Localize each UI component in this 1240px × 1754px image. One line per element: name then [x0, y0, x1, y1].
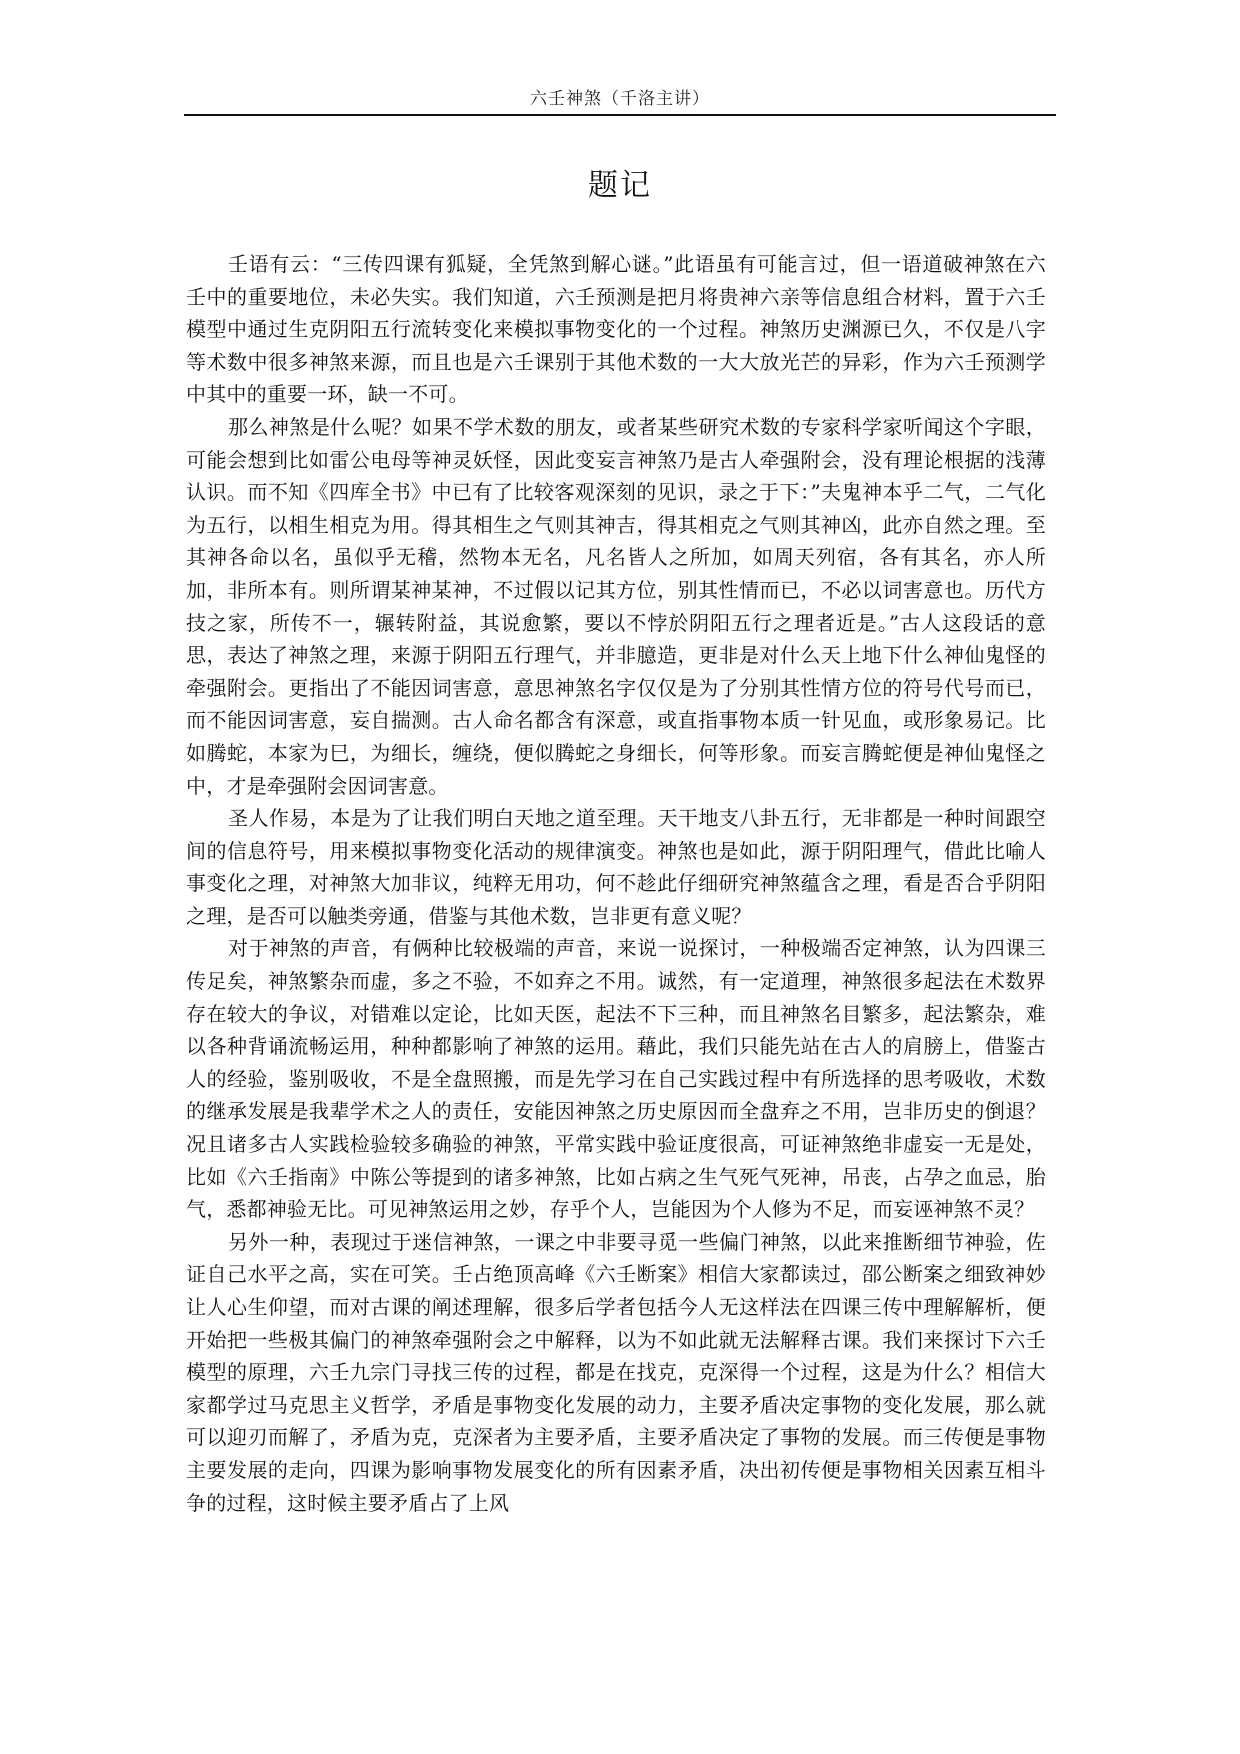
- header-rule: [184, 114, 1056, 116]
- paragraph: 壬语有云：“三传四课有狐疑，全凭煞到解心谜。”此语虽有可能言过，但一语道破神煞在六壬中的重要地位，未必失实。我们知道，六壬预测是把月将贵神六亲等信息组合材料，置于六壬模型中通过生克阴阳五行流转变化来模拟事物变化的一个过程。神煞历史渊源已久，不仅是八字等术数中很多神煞来源，而且也是六壬课别于其他术数的一大大放光芒的异彩，作为六壬预测学中其中的重要一环，缺一不可。: [186, 252, 1046, 407]
- paragraph: 对于神煞的声音，有俩种比较极端的声音，来说一说探讨，一种极端否定神煞，认为四课三传足矣，神煞繁杂而虚，多之不验，不如弃之不用。诚然，有一定道理，神煞很多起法在术数界存在较大的争议，对错难以定论，比如天医，起法不下三种，而且神煞名目繁多，起法繁杂，难以各种背诵流畅运用，种种都影响了神煞的运用。藉此，我们只能先站在古人的肩膀上，借鉴古人的经验，鉴别吸收，不是全盘照搬，而是先学习在自己实践过程中有所选择的思考吸收，术数的继承发展是我辈学术之人的责任，安能因神煞之历史原因而全盘弃之不用，岂非历史的倒退？况且诸多古人实践检验较多确验的神煞，平常实践中验证度很高，可证神煞绝非虚妄一无是处，比如《六壬指南》中陈公等提到的诸多神煞，比如占病之生气死气死神，吊丧，占孕之血忌，胎气，悉都神验无比。可见神煞运用之妙，存乎个人，岂能因为个人修为不足，而妄诬神煞不灵？: [186, 936, 1046, 1222]
- body-text: [186, 248, 1046, 1519]
- paragraph: 圣人作易，本是为了让我们明白天地之道至理。天干地支八卦五行，无非都是一种时间跟空间的信息符号，用来模拟事物变化活动的规律演变。神煞也是如此，源于阴阳理气，借此比喻人事变化之理，对神煞大加非议，纯粹无用功，何不趁此仔细研究神煞蕴含之理，看是否合乎阴阳之理，是否可以触类旁通，借鉴与其他术数，岂非更有意义呢？: [186, 806, 1046, 928]
- running-header: 六壬神煞（千洛主讲）: [530, 89, 710, 109]
- paragraph: 那么神煞是什么呢？如果不学术数的朋友，或者某些研究术数的专家科学家听闻这个字眼，可能会想到比如雷公电母等神灵妖怪，因此变妄言神煞乃是古人牵强附会，没有理论根据的浅薄认识。而不知《四库全书》中已有了比较客观深刻的见识，录之于下：”夫鬼神本乎二气，二气化为五行，以相生相克为用。得其相生之气则其神吉，得其相克之气则其神凶，此亦自然之理。至其神各命以名，虽似乎无稽，然物本无名，凡名皆人之所加，如周天列宿，各有其名，亦人所加，非所本有。则所谓某神某神，不过假以记其方位，别其性情而已，不必以词害意也。历代方技之家，所传不一，辗转附益，其说愈繁，要以不悖於阴阳五行之理者近是。”古人这段话的意思，表达了神煞之理，来源于阴阳五行理气，并非臆造，更非是对什么天上地下什么神仙鬼怪的牵强附会。更指出了不能因词害意，意思神煞名字仅仅是为了分别其性情方位的符号代号而已，而不能因词害意，妄自揣测。古人命名都含有深意，或直指事物本质一针见血，或形象易记。比如腾蛇，本家为巳，为细长，缠绕，便似腾蛇之身细长，何等形象。而妄言腾蛇便是神仙鬼怪之中，才是牵强附会因词害意。: [186, 414, 1046, 798]
- paragraph: 另外一种，表现过于迷信神煞，一课之中非要寻觅一些偏门神煞，以此来推断细节神验，佐证自己水平之高，实在可笑。壬占绝顶高峰《六壬断案》相信大家都读过，邵公断案之细致神妙让人心生仰望，而对古课的阐述理解，很多后学者包括今人无这样法在四课三传中理解解析，便开始把一些极其偏门的神煞牵强附会之中解释，以为不如此就无法解释古课。我们来探讨下六壬模型的原理，六壬九宗门寻找三传的过程，都是在找克，克深得一个过程，这是为什么？相信大家都学过马克思主义哲学，矛盾是事物变化发展的动力，主要矛盾决定事物的变化发展，那么就可以迎刃而解了，矛盾为克，克深者为主要矛盾，主要矛盾决定了事物的发展。而三传便是事物主要发展的走向，四课为影响事物发展变化的所有因素矛盾，决出初传便是事物相关因素互相斗争的过程，这时候主要矛盾占了上风: [186, 1229, 1046, 1515]
- page-title: 题记: [588, 168, 652, 203]
